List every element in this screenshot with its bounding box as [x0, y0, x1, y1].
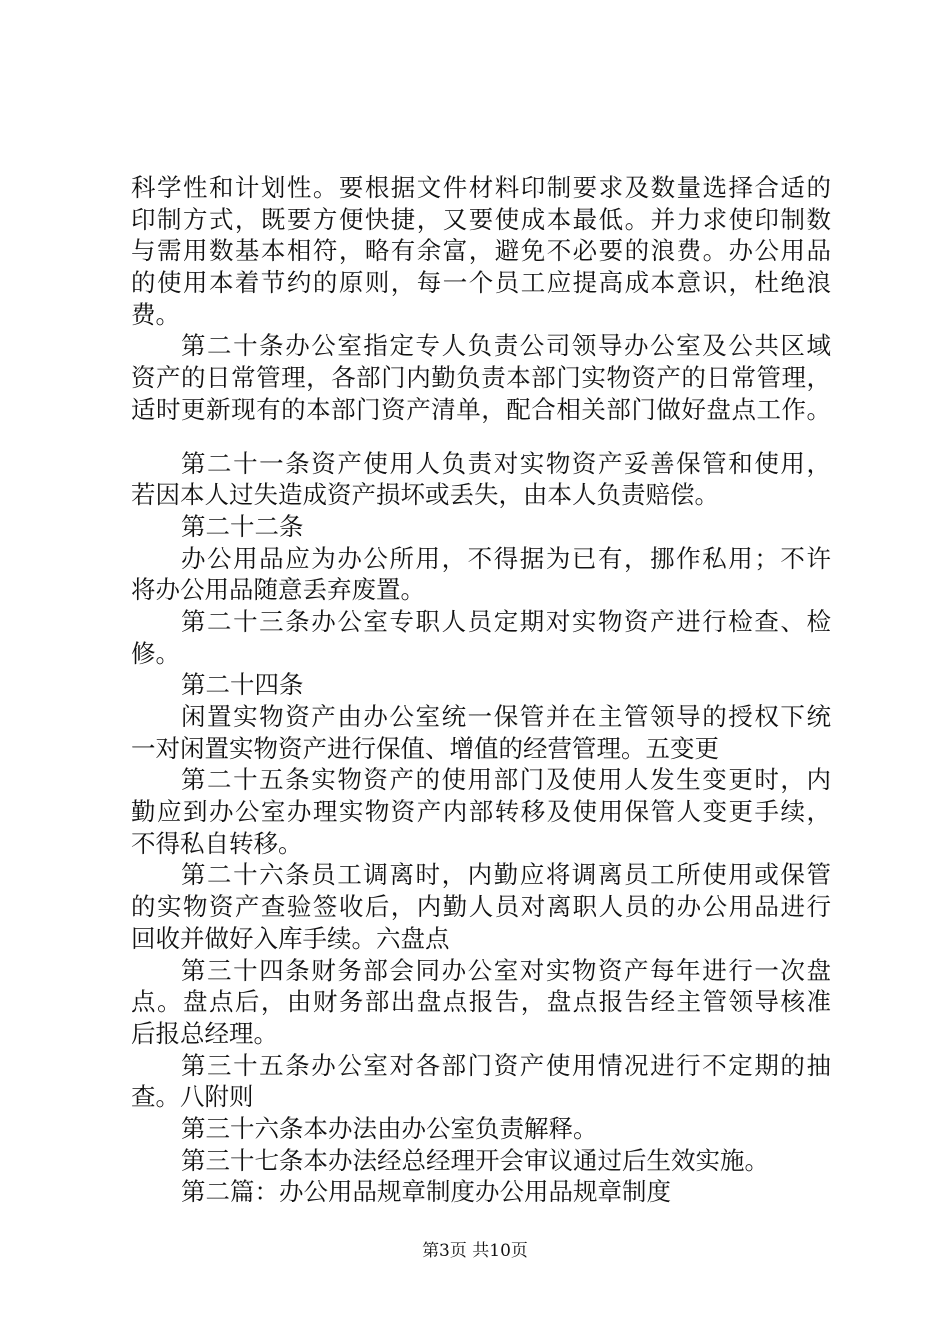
text-line: 第三十五条办公室对各部门资产使用情况进行不定期的抽	[181, 1050, 831, 1080]
text-line: 后报总经理。	[131, 1018, 278, 1048]
text-line: 适时更新现有的本部门资产清单，配合相关部门做好盘点工作。	[131, 394, 831, 424]
text-line: 若因本人过失造成资产损坏或丢失，由本人负责赔偿。	[131, 480, 719, 510]
text-line: 办公用品应为办公所用，不得据为已有，挪作私用；不许	[181, 543, 831, 573]
text-line: 第三十四条财务部会同办公室对实物资产每年进行一次盘	[181, 955, 831, 985]
text-line: 第二篇：办公用品规章制度办公用品规章制度	[181, 1177, 671, 1207]
text-line: 第二十五条实物资产的使用部门及使用人发生变更时，内	[181, 765, 831, 795]
text-line: 第二十四条	[181, 670, 304, 700]
text-line: 资产的日常管理，各部门内勤负责本部门实物资产的日常管理，	[131, 363, 831, 393]
text-line: 不得私自转移。	[131, 828, 303, 858]
paragraph-gap	[131, 426, 831, 448]
text-line: 与需用数基本相符，略有余富，避免不必要的浪费。办公用品	[131, 236, 831, 266]
text-line: 查。八附则	[131, 1082, 254, 1112]
text-line: 印制方式，既要方便快捷，又要使成本最低。并力求使印制数	[131, 204, 831, 234]
text-line: 回收并做好入库手续。六盘点	[131, 923, 450, 953]
text-line: 第三十七条本办法经总经理开会审议通过后生效实施。	[181, 1145, 769, 1175]
text-line: 第三十六条本办法由办公室负责解释。	[181, 1113, 598, 1143]
page-footer	[0, 1240, 950, 1262]
text-line: 第二十条办公室指定专人负责公司领导办公室及公共区域	[181, 331, 831, 361]
text-line: 第二十三条办公室专职人员定期对实物资产进行检查、检	[181, 606, 831, 636]
text-line: 第二十六条员工调离时，内勤应将调离员工所使用或保管	[181, 860, 831, 890]
text-line: 的使用本着节约的原则，每一个员工应提高成本意识，杜绝浪	[131, 268, 831, 298]
text-line: 第二十二条	[181, 511, 304, 541]
text-line: 点。盘点后，由财务部出盘点报告，盘点报告经主管领导核准	[131, 987, 831, 1017]
page-indicator: 第3页 共10页	[422, 1241, 528, 1261]
text-line: 费。	[131, 299, 180, 329]
text-line: 的实物资产查验签收后，内勤人员对离职人员的办公用品进行	[131, 892, 831, 922]
document-body	[131, 172, 831, 1208]
text-line: 勤应到办公室办理实物资产内部转移及使用保管人变更手续，	[131, 797, 831, 827]
text-line: 科学性和计划性。要根据文件材料印制要求及数量选择合适的	[131, 173, 831, 202]
text-line: 修。	[131, 638, 180, 668]
text-line: 第二十一条资产使用人负责对实物资产妥善保管和使用，	[181, 448, 831, 478]
text-line: 闲置实物资产由办公室统一保管并在主管领导的授权下统	[181, 702, 831, 731]
text-line: 一对闲置实物资产进行保值、增值的经营管理。五变更	[131, 733, 719, 763]
text-line: 将办公用品随意丢弃废置。	[131, 575, 425, 605]
